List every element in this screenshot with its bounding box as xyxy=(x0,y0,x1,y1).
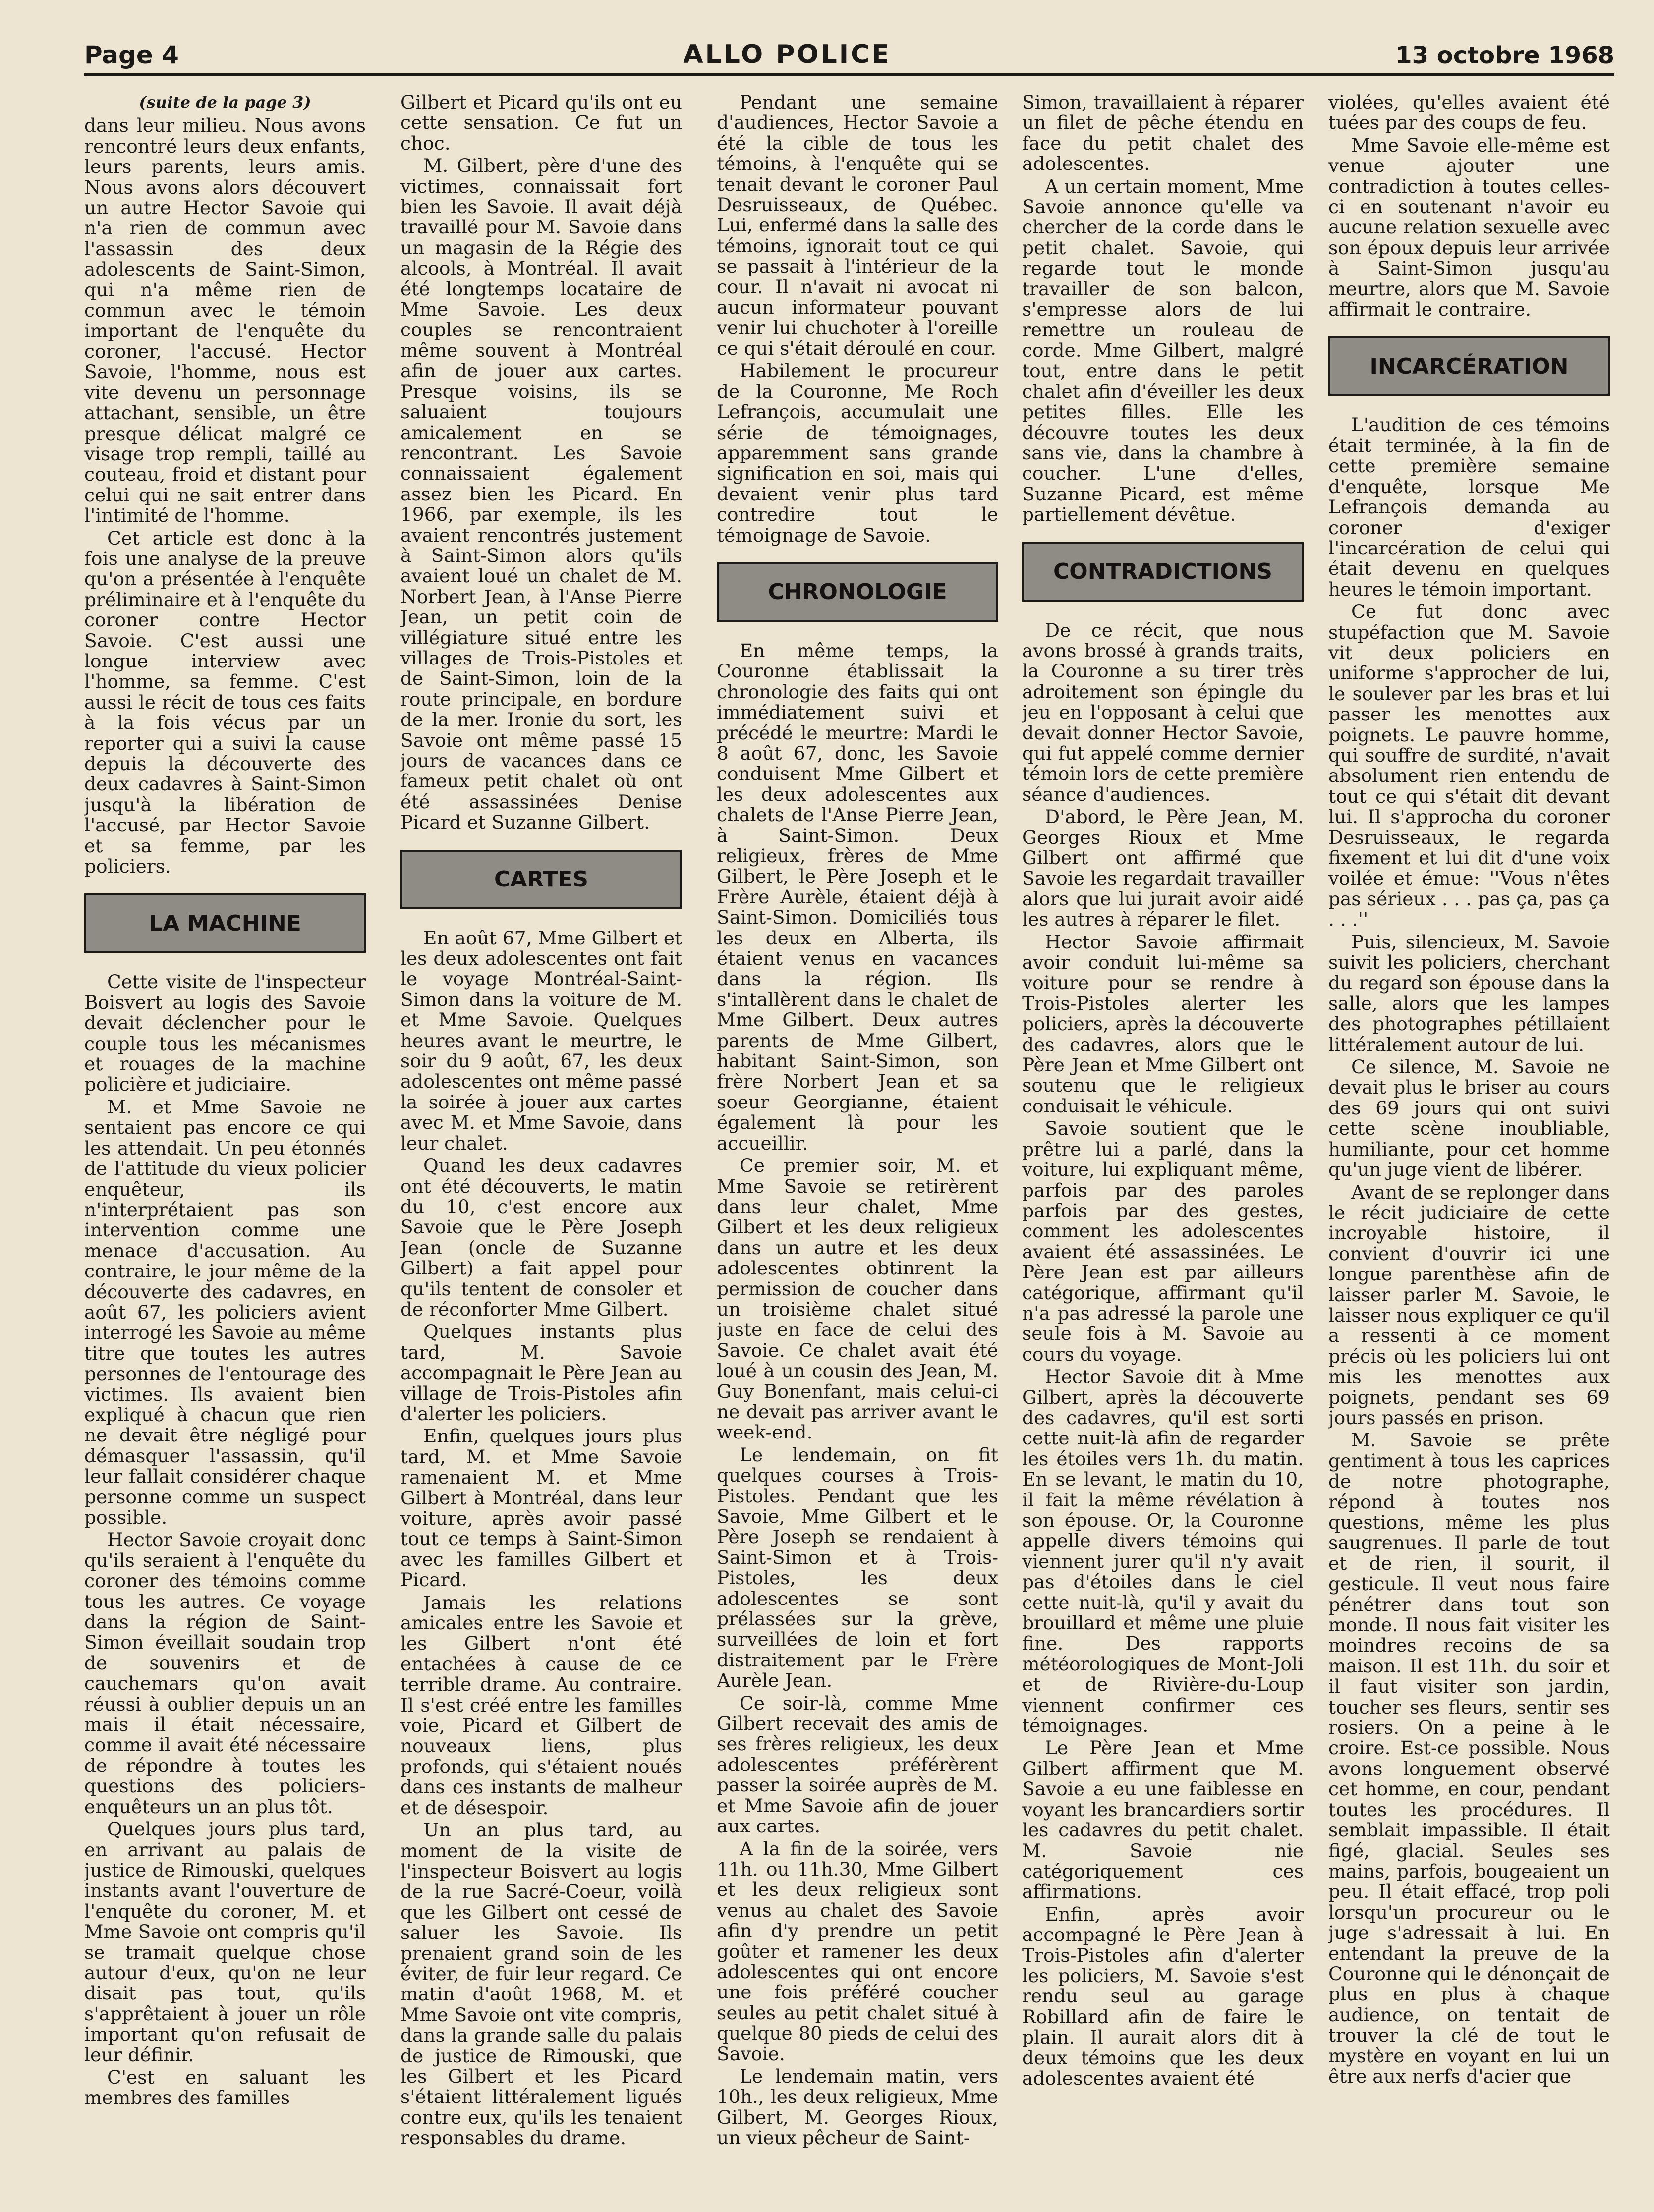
paragraph: Simon, travaillaient à réparer un filet de pêche étendu en face du petit chalet des adolescentes. xyxy=(1022,92,1304,175)
paragraph: En août 67, Mme Gilbert et les deux adolescentes ont fait le voyage Montréal-Saint-Simon dans la voiture de M. et Mme Savoie. Quelques heures avant le meurtre, le soir du 9 août, 67, les deux adolescentes ont même passé la soirée à jouer aux cartes avec M. et Mme Savoie, dans leur chalet. xyxy=(400,927,682,1154)
paragraph: Ce silence, M. Savoie ne devait plus le briser au cours des 69 jours qui ont suivi cette scène inoubliable, humiliante, pour cet homme qu'un juge vient de libérer. xyxy=(1328,1056,1610,1181)
paragraph: Quelques jours plus tard, en arrivant au palais de justice de Rimouski, quelques instants avant l'ouverture de l'enquête du coroner, M. et Mme Savoie ont compris qu'il se tramait quelque chose autour d'eux, qu'on ne leur disait pas tout, qu'ils s'apprêtaient à jouer un rôle important qu'on refusait de leur définir. xyxy=(84,1818,366,2066)
paragraph: Le lendemain, on fit quelques courses à Trois-Pistoles. Pendant que les Savoie, Mme Gilbert et le Père Joseph se rendaient à Saint-Simon et à Trois-Pistoles, les deux adolescentes se sont prélassées sur la grève, surveillées de loin et fort distraitement par le Frère Aurèle Jean. xyxy=(717,1443,998,1692)
page-number: Page 4 xyxy=(84,41,179,69)
paragraph: Mme Savoie elle-même est venue ajouter une contradiction à toutes celles-ci en soutenant n'avoir eu aucune relation sexuelle avec son époux depuis leur arrivée à Saint-Simon jusqu'au meurtre, alors que M. Savoie affirmait le contraire. xyxy=(1328,134,1610,321)
paragraph: A la fin de la soirée, vers 11h. ou 11h.30, Mme Gilbert et les deux religieux sont venus au chalet des Savoie afin d'y prendre un petit goûter et ramener les deux adolescentes qui ont encore une fois préféré coucher seules au petit chalet situé à quelque 80 pieds de celui des Savoie. xyxy=(717,1837,998,2065)
paragraph: En même temps, la Couronne établissait la chronologie des faits qui ont immédiatement suivi et précédé le meurtre: Mardi le 8 août 67, donc, les Savoie conduisent Mme Gilbert et les deux adolescentes aux chalets de l'Anse Pierre Jean, à Saint-Simon. Deux religieux, frères de Mme Gilbert, le Père Joseph et le Frère Aurèle, étaient déjà à Saint-Simon. Domiciliés tous les deux en Alberta, ils étaient venus en vacances dans la région. Ils s'intallèrent dans le chalet de Mme Gilbert. Deux autres parents de Mme Gilbert, habitant Saint-Simon, son frère Norbert Jean et sa soeur Georgianne, étaient également là pour les accueillir. xyxy=(717,639,998,1154)
paragraph: D'abord, le Père Jean, M. Georges Rioux et Mme Gilbert ont affirmé que Savoie les regardait travailler alors que lui jurait avoir aidé les autres à réparer le filet. xyxy=(1022,806,1304,931)
section-heading-chronologie: CHRONOLOGIE xyxy=(717,562,998,622)
column-2 xyxy=(400,92,682,2198)
paragraph: Un an plus tard, au moment de la visite de l'inspecteur Boisvert au logis de la rue Sacré-Coeur, voilà que les Gilbert ont cessé de saluer les Savoie. Ils prenaient grand soin de les éviter, de fuir leur regard. Ce matin d'août 1968, M. et Mme Savoie ont vite compris, dans la grande salle du palais de justice de Rimouski, que les Gilbert et les Picard s'étaient littéralement ligués contre eux, qu'ils les tenaient responsables du drame. xyxy=(400,1819,682,2149)
continued-note: (suite de la page 3) xyxy=(139,93,311,111)
paragraph: dans leur milieu. Nous avons rencontré leurs deux enfants, leurs parents, leurs amis. Nous avons alors découvert un autre Hector Savoie qui n'a rien de commun avec l'assassin des deux adolescents de Saint-Simon, qui n'a même rien de commun avec le témoin important de l'enquête du coroner, l'accusé. Hector Savoie, l'homme, nous est vite devenu un personnage attachant, sensible, un être presque délicat malgré ce visage trop rempli, taillé au couteau, froid et distant pour celui qui ne sait entrer dans l'intimité de l'homme. xyxy=(84,114,366,527)
paragraph: M. Savoie se prête gentiment à tous les caprices de notre photographe, répond à toutes nos questions, même les plus saugrenues. Il parle de tout et de rien, il sourit, il gesticule. Il veut nous faire pénétrer dans tout son monde. Il nous fait visiter les moindres recoins de sa maison. Il est 11h. du soir et il faut visiter son jardin, toucher ses fleurs, sentir ses rosiers. On a peine à le croire. Est-ce possible. Nous avons longuement observé cet homme, en cour, pendant toutes les procédures. Il semblait impassible. Il était figé, glacial. Seules ses mains, parfois, bougeaient un peu. Il était effacé, trop poli lorsqu'un procureur ou le juge s'adressait à lui. En entendant la preuve de la Couronne qui le dénonçait de plus en plus à chaque audience, on tentait de trouver la clé de tout le mystère en voyant en lui un être aux nerfs d'acier que xyxy=(1328,1429,1610,2087)
paragraph: M. Gilbert, père d'une des victimes, connaissait fort bien les Savoie. Il avait déjà travaillé pour M. Savoie dans un magasin de la Régie des alcools, à Montréal. Il avait été longtemps locataire de Mme Savoie. Les deux couples se rencontraient même souvent à Montréal afin de jouer aux cartes. Presque voisins, ils se saluaient toujours amicalement en se rencontrant. Les Savoie connaissaient également assez bien les Picard. En 1966, par exemple, ils les avaient rencontrés justement à Saint-Simon alors qu'ils avaient loué un chalet de M. Norbert Jean, à l'Anse Pierre Jean, un petit coin de villégiature situé entre les villages de Trois-Pistoles et de Saint-Simon, loin de la route principale, en bordure de la mer. Ironie du sort, les Savoie ont même passé 15 jours de vacances dans ce fameux petit chalet où ont été assassinées Denise Picard et Suzanne Gilbert. xyxy=(400,155,682,833)
paragraph: Quelques instants plus tard, M. Savoie accompagnait le Père Jean au village de Trois-Pistoles afin d'alerter les policiers. xyxy=(400,1321,682,1425)
paragraph: Hector Savoie affirmait avoir conduit lui-même sa voiture pour se rendre à Trois-Pistoles alerter les policiers, après la découverte des cadavres, alors que le Père Jean et Mme Gilbert ont soutenu que le religieux conduisait le véhicule. xyxy=(1022,931,1304,1117)
paragraph: Hector Savoie croyait donc qu'ils seraient à l'enquête du coroner des témoins comme tous les autres. Ce voyage dans la région de Saint-Simon éveillait soudain trop de souvenirs et de cauchemars qu'on avait réussi à oublier depuis un an mais il était nécessaire, comme il avait été nécessaire de répondre à toutes les questions des policiers-enquêteurs un an plus tôt. xyxy=(84,1529,366,1818)
paragraph: Savoie soutient que le prêtre lui a parlé, dans la voiture, lui expliquant même, parfois par des paroles parfois par des gestes, comment les adolescentes avaient été assassinées. Le Père Jean est par ailleurs catégorique, affirmant qu'il n'a pas adressé la parole une seule fois à M. Savoie au cours du voyage. xyxy=(1022,1117,1304,1365)
column-1 xyxy=(84,92,366,2198)
column-4 xyxy=(1022,92,1304,2198)
paragraph: Ce premier soir, M. et Mme Savoie se retirèrent dans leur chalet, Mme Gilbert et les deux religieux dans un autre et les deux adolescentes obtinrent la permission de coucher dans un troisième chalet situé juste en face de celui des Savoie. Ce chalet avait été loué à un cousin des Jean, M. Guy Bonenfant, mais celui-ci ne devait pas arriver avant le week-end. xyxy=(717,1155,998,1443)
paragraph: Ce fut donc avec stupéfaction que M. Savoie vit deux policiers en uniforme s'approcher de lui, le soulever par les bras et lui passer les menottes aux poignets. Le pauvre homme, qui souffre de surdité, n'avait absolument rien entendu de tout ce qui s'était dit devant lui. Il s'approcha du coroner Desruisseaux, le regarda fixement et lui dit d'une voix voilée et émue: ''Vous n'êtes pas sérieux . . . pas ça, pas ça . . .'' xyxy=(1328,601,1610,931)
newspaper-title: ALLO POLICE xyxy=(683,40,891,69)
column-5 xyxy=(1328,92,1610,2198)
paragraph: Hector Savoie dit à Mme Gilbert, après la découverte des cadavres, qu'il est sorti cette nuit-là afin de regarder les étoiles vers 1h. du matin. En se levant, le matin du 10, il fait la même révélation à son épouse. Or, la Couronne appelle divers témoins qui viennent jurer qu'il n'y avait pas d'étoiles dans le ciel cette nuit-là, qu'il y avait du brouillard et même une pluie fine. Des rapports météorologiques de Mont-Joli et de Rivière-du-Loup viennent confirmer ces témoignages. xyxy=(1022,1366,1304,1737)
paragraph: A un certain moment, Mme Savoie annonce qu'elle va chercher de la corde dans le petit chalet. Savoie, qui regarde tout le monde travailler de son balcon, s'empresse alors de lui remettre un rouleau de corde. Mme Gilbert, malgré tout, entre dans le petit chalet afin d'éveiller les deux petites filles. Elle les découvre toutes les deux sans vie, dans la chambre à coucher. L'une d'elles, Suzanne Picard, est même partiellement dévêtue. xyxy=(1022,175,1304,526)
paragraph: Le Père Jean et Mme Gilbert affirment que M. Savoie a eu une faiblesse en voyant les brancardiers sortir les cadavres du petit chalet. M. Savoie nie catégoriquement ces affirmations. xyxy=(1022,1737,1304,1903)
paragraph: L'audition de ces témoins était terminée, à la fin de cette première semaine d'enquête, lorsque Me Lefrançois demanda au coroner d'exiger l'incarcération de celui qui était devenu en quelques heures le témoin important. xyxy=(1328,414,1610,600)
section-heading-incarceration: INCARCÉRATION xyxy=(1328,336,1610,396)
paragraph: Enfin, après avoir accompagné le Père Jean à Trois-Pistoles afin d'alerter les policiers, M. Savoie s'est rendu seul au garage Robillard afin de faire le plain. Il aurait alors dit à deux témoins que les deux adolescentes avaient été xyxy=(1022,1903,1304,2089)
paragraph: Cet article est donc à la fois une analyse de la preuve qu'on a présentée à l'enquête préliminaire et à l'enquête du coroner contre Hector Savoie. C'est aussi une longue interview avec l'homme, sa femme. C'est aussi le récit de tous ces faits à la fois vécus par un reporter qui a suivi la cause depuis la découverte des deux cadavres à Saint-Simon jusqu'à la libération de l'accusé, par Hector Savoie et sa femme, par les policiers. xyxy=(84,527,366,878)
paragraph: Cette visite de l'inspecteur Boisvert au logis des Savoie devait déclencher pour le couple tous les mécanismes et rouages de la machine policière et judiciaire. xyxy=(84,971,366,1096)
header-rule xyxy=(84,73,1614,76)
section-heading-contradictions: CONTRADICTIONS xyxy=(1022,542,1304,602)
paragraph: Jamais les relations amicales entre les Savoie et les Gilbert n'ont été entachées à cause de ce terrible drame. Au contraire. Il s'est créé entre les familles voie, Picard et Gilbert de nouveaux liens, plus profonds, qui s'étaient noués dans ces instants de malheur et de désespoir. xyxy=(400,1591,682,1819)
paragraph: Quand les deux cadavres ont été découverts, le matin du 10, c'est encore aux Savoie que le Père Joseph Jean (oncle de Suzanne Gilbert) a fait appel pour qu'ils tentent de consoler et de réconforter Mme Gilbert. xyxy=(400,1155,682,1320)
issue-date: 13 octobre 1968 xyxy=(1395,42,1614,69)
paragraph: C'est en saluant les membres des familles xyxy=(84,2066,366,2109)
paragraph: Puis, silencieux, M. Savoie suivit les policiers, cherchant du regard son épouse dans la salle, alors que les lampes des photographes pétillaient littéralement autour de lui. xyxy=(1328,931,1610,1055)
paragraph: violées, qu'elles avaient été tuées par des coups de feu. xyxy=(1328,92,1610,134)
paragraph: Ce soir-là, comme Mme Gilbert recevait des amis de ses frères religieux, les deux adolescentes préférèrent passer la soirée auprès de M. et Mme Savoie afin de jouer aux cartes. xyxy=(717,1692,998,1837)
section-heading-la-machine: LA MACHINE xyxy=(84,893,366,953)
page-header xyxy=(84,35,1614,69)
paragraph: Pendant une semaine d'audiences, Hector Savoie a été la cible de tous les témoins, à l'enquête qui se tenait devant le coroner Paul Desruisseaux, de Québec. Lui, enfermé dans la salle des témoins, ignorait tout ce qui se passait à l'intérieur de la cour. Il n'avait ni avocat ni aucun informateur pouvant venir lui chuchoter à l'oreille ce qui s'était déroulé en cour. xyxy=(717,92,998,359)
column-3 xyxy=(717,92,998,2198)
paragraph: De ce récit, que nous avons brossé à grands traits, la Couronne a su tirer très adroitement son épingle du jeu en l'opposant à celui que devait donner Hector Savoie, qui fut appelé comme dernier témoin lors de cette première séance d'audiences. xyxy=(1022,619,1304,805)
paragraph: Le lendemain matin, vers 10h., les deux religieux, Mme Gilbert, M. Georges Rioux, un vieux pêcheur de Saint- xyxy=(717,2065,998,2149)
section-heading-cartes: CARTES xyxy=(400,850,682,909)
paragraph: Habilement le procureur de la Couronne, Me Roch Lefrançois, accumulait une série de témoignages, apparemment sans grande signification en soi, mais qui devaient venir plus tard contredire tout le témoignage de Savoie. xyxy=(717,360,998,546)
paragraph: Gilbert et Picard qu'ils ont eu cette sensation. Ce fut un choc. xyxy=(400,92,682,154)
paragraph: Enfin, quelques jours plus tard, M. et Mme Savoie ramenaient M. et Mme Gilbert à Montréal, dans leur voiture, après avoir passé tout ce temps à Saint-Simon avec les familles Gilbert et Picard. xyxy=(400,1425,682,1591)
paragraph: M. et Mme Savoie ne sentaient pas encore ce qui les attendait. Un peu étonnés de l'attitude du vieux policier enquêteur, ils n'interprétaient pas son intervention comme une menace d'accusation. Au contraire, le jour même de la découverte des cadavres, en août 67, les policiers avient interrogé les Savoie au même titre que toutes les autres personnes de l'entourage des victimes. Ils avaient bien expliqué à chacun que rien ne devait être négligé pour démasquer l'assassin, qu'il leur fallait considérer chaque personne comme un suspect possible. xyxy=(84,1096,366,1528)
paragraph: Avant de se replonger dans le récit judiciaire de cette incroyable histoire, il convient d'ouvrir ici une longue parenthèse afin de laisser parler M. Savoie, le laisser nous expliquer ce qu'il a ressenti à ce moment précis où les policiers lui ont mis les menottes aux poignets, pendant ses 69 jours passés en prison. xyxy=(1328,1181,1610,1429)
